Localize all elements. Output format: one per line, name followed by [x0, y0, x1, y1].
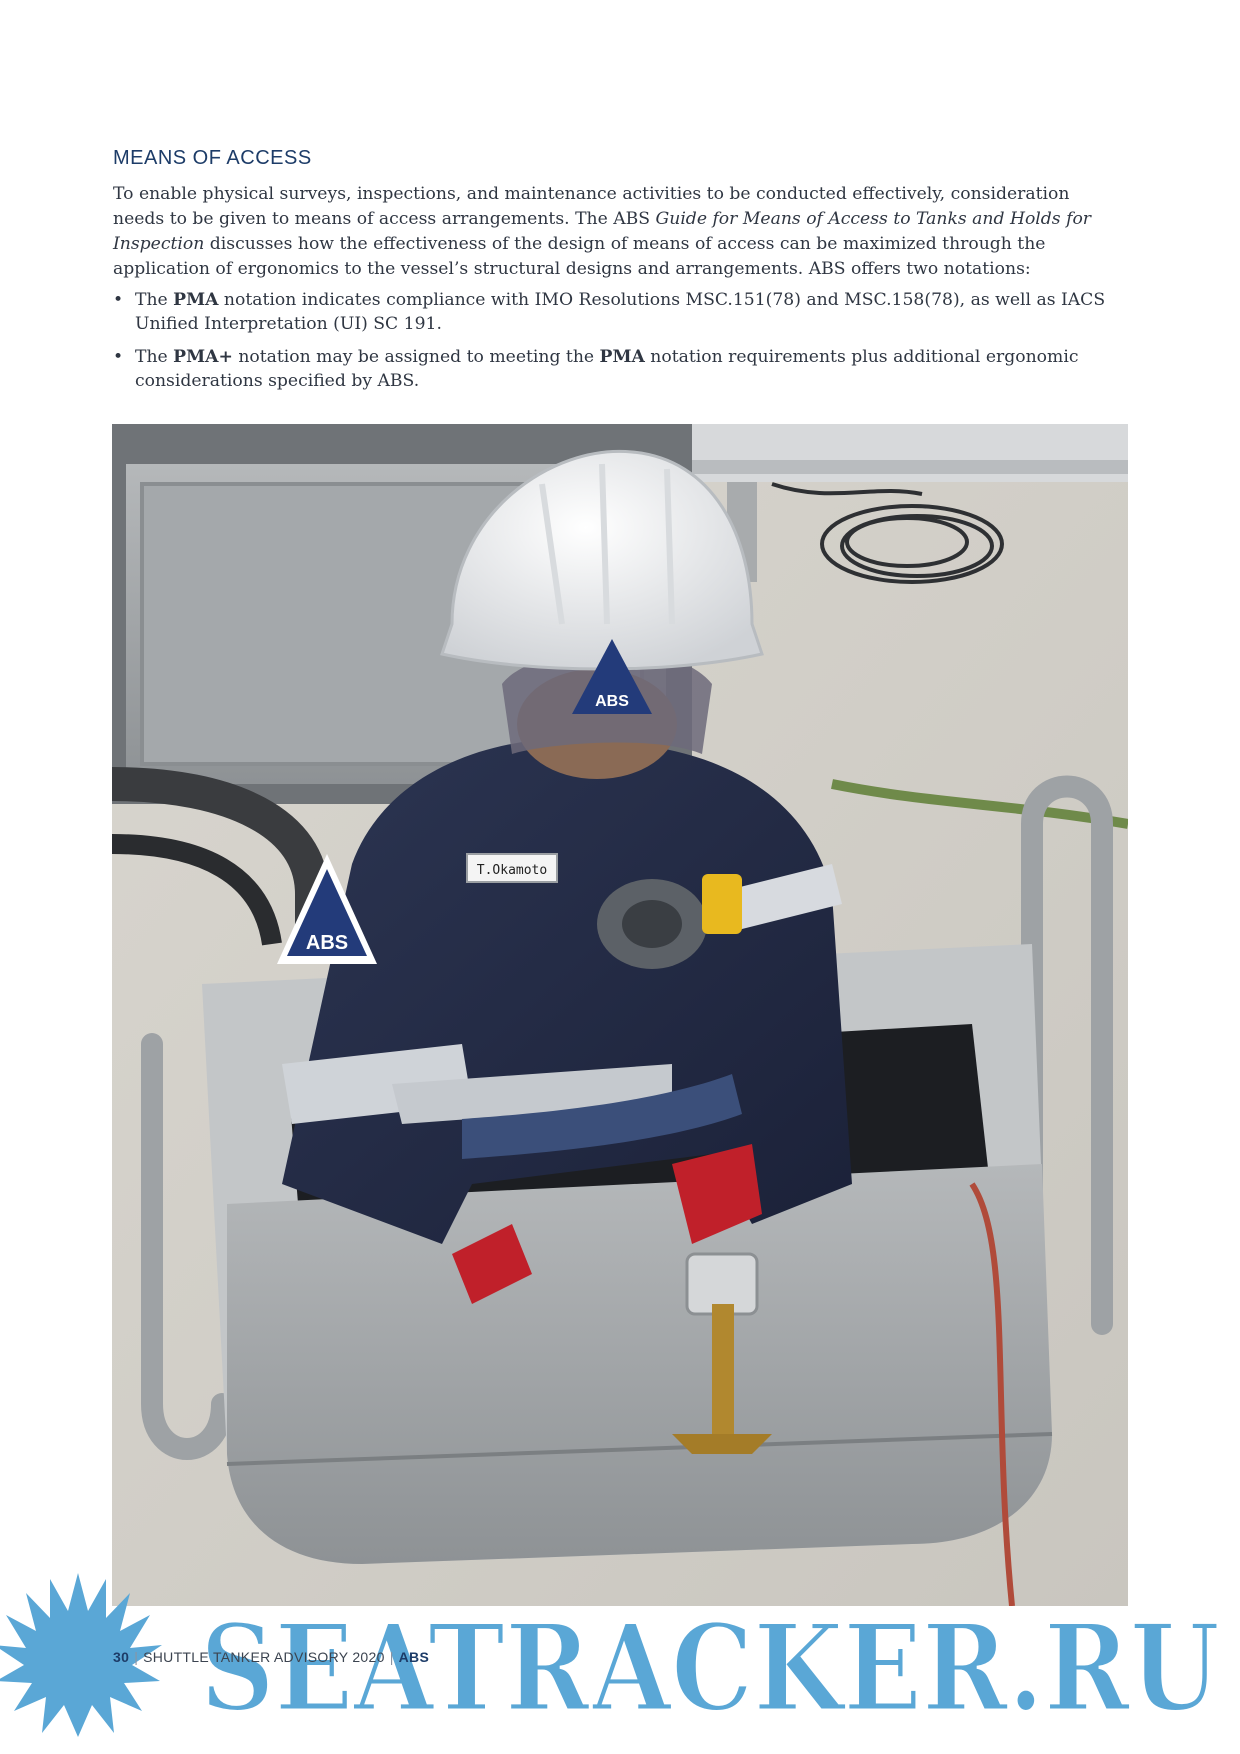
watermark-text: SEATRACKER.RU — [200, 1598, 1220, 1739]
bullet-text: The — [135, 290, 174, 310]
notation-pma: PMA — [599, 347, 645, 367]
publication-title: SHUTTLE TANKER ADVISORY 2020 — [143, 1649, 385, 1665]
sleeve-logo: ABS — [305, 932, 349, 954]
page-footer: 30 | SHUTTLE TANKER ADVISORY 2020 | ABS — [113, 1649, 430, 1665]
name-tag: T.Okamoto — [476, 863, 548, 878]
page-number: 30 — [113, 1649, 130, 1665]
notation-pma: PMA — [173, 290, 219, 310]
notation-pma-plus: PMA+ — [173, 347, 233, 367]
intro-paragraph — [113, 182, 1123, 282]
inspector-photo — [112, 424, 1128, 1606]
section-heading: MEANS OF ACCESS — [113, 147, 312, 169]
bullet-text: notation may be assigned to meeting the — [232, 347, 600, 367]
intro-text-1: To enable physical surveys, inspections, and maintenance activities to be conducted effectively, consideration needs to be given to means of access arrangements. The ABS — [113, 184, 1070, 229]
footer-brand: ABS — [398, 1649, 430, 1665]
list-item — [113, 345, 1123, 393]
bullet-text: The — [135, 347, 174, 367]
bullet-text: notation indicates compliance with IMO Resolutions MSC.151(78) and MSC.158(78), as well as IACS Unified Interpretation (UI) SC 191. — [135, 290, 1106, 334]
guide-title: Guide for Means of Access to Tanks and Holds for Inspection — [113, 209, 1092, 254]
bullet-text: notation requirements plus additional ergonomic considerations specified by ABS. — [135, 347, 1079, 391]
list-item — [113, 288, 1123, 336]
helmet-logo: ABS — [595, 693, 629, 710]
notation-list — [113, 288, 1123, 402]
intro-text-2: discusses how the effectiveness of the design of means of access can be maximized through the application of ergonomics to the vessel’s structural designs and arrangements. ABS offers two notations: — [113, 234, 1046, 279]
